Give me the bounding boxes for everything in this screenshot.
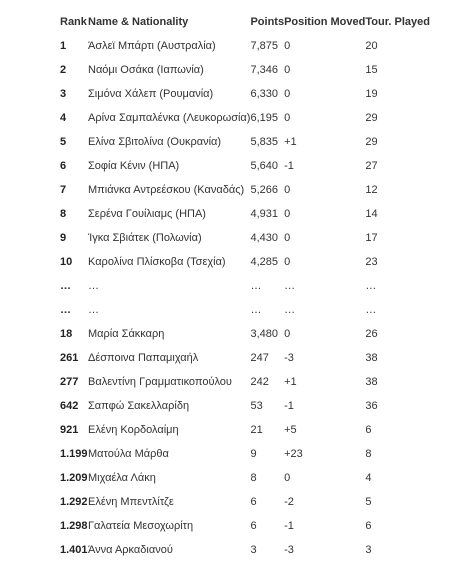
- cell-rank: 7: [60, 184, 67, 196]
- cell-name: Σερένα Γουίλιαμς (ΗΠΑ): [88, 208, 206, 220]
- cell-rank: 1.298: [60, 520, 88, 532]
- cell-moved: 0: [284, 472, 291, 484]
- cell-points: 5,640: [250, 160, 278, 172]
- header-tour: Tour. Played: [365, 16, 430, 28]
- cell-points: 4,430: [250, 232, 278, 244]
- cell-moved: +1: [284, 376, 297, 388]
- cell-rank: 1.199: [60, 448, 88, 460]
- cell-moved: -2: [284, 496, 294, 508]
- cell-tour: 8: [365, 448, 372, 460]
- cell-moved: 0: [284, 232, 291, 244]
- rankings-table: [60, 10, 445, 562]
- cell-name: Ναόμι Οσάκα (Ιαπωνία): [88, 64, 204, 76]
- cell-points: 5,266: [250, 184, 278, 196]
- cell-points: 6: [250, 496, 257, 508]
- cell-rank: 3: [60, 88, 67, 100]
- table-row: [60, 370, 445, 394]
- cell-moved: 0: [284, 112, 291, 124]
- cell-moved: 0: [284, 40, 291, 52]
- header-name: Name & Nationality: [88, 16, 189, 28]
- cell-points: 53: [250, 400, 263, 412]
- cell-name: Μαρία Σάκκαρη: [88, 328, 165, 340]
- cell-name: Σαπφώ Σακελλαρίδη: [88, 400, 190, 412]
- table-row: [60, 82, 445, 106]
- cell-rank: 277: [60, 376, 79, 388]
- cell-name: Ματούλα Μάρθα: [88, 448, 169, 460]
- cell-moved: -3: [284, 544, 294, 556]
- cell-name: Ελένη Κορδολαίμη: [88, 424, 179, 436]
- cell-rank: 9: [60, 232, 67, 244]
- cell-name: Αρίνα Σαμπαλένκα (Λευκορωσία): [88, 112, 251, 124]
- table-row: [60, 34, 445, 58]
- cell-tour: 15: [365, 64, 378, 76]
- cell-moved: -1: [284, 160, 294, 172]
- table-row: [60, 58, 445, 82]
- cell-moved: -1: [284, 520, 294, 532]
- cell-points: 4,931: [250, 208, 278, 220]
- cell-points: 5,835: [250, 136, 278, 148]
- cell-tour: 12: [365, 184, 378, 196]
- cell-rank: 1.209: [60, 472, 88, 484]
- table-row: [60, 346, 445, 370]
- table-row: [60, 322, 445, 346]
- cell-points: 7,346: [250, 64, 278, 76]
- table-row: [60, 394, 445, 418]
- cell-tour: 27: [365, 160, 378, 172]
- cell-name: Άννα Αρκαδιανού: [88, 544, 173, 556]
- cell-name: Άσλεϊ Μπάρτι (Αυστραλία): [88, 40, 216, 52]
- cell-moved: …: [284, 280, 296, 292]
- table-row: [60, 538, 445, 562]
- cell-name: Σιμόνα Χάλεπ (Ρουμανία): [88, 88, 214, 100]
- cell-tour: 38: [365, 352, 378, 364]
- cell-rank: 2: [60, 64, 67, 76]
- cell-moved: -3: [284, 352, 294, 364]
- cell-points: 6: [250, 520, 257, 532]
- cell-tour: …: [365, 304, 377, 316]
- cell-points: 4,285: [250, 256, 278, 268]
- cell-tour: 23: [365, 256, 378, 268]
- cell-moved: 0: [284, 64, 291, 76]
- cell-name: Σοφία Κένιν (ΗΠΑ): [88, 160, 180, 172]
- cell-rank: 6: [60, 160, 67, 172]
- cell-points: 3: [250, 544, 257, 556]
- table-row: [60, 466, 445, 490]
- cell-points: 9: [250, 448, 257, 460]
- cell-rank: 8: [60, 208, 67, 220]
- cell-rank: 5: [60, 136, 67, 148]
- cell-points: 3,480: [250, 328, 278, 340]
- table-row: [60, 514, 445, 538]
- table-row: [60, 178, 445, 202]
- cell-tour: 20: [365, 40, 378, 52]
- cell-tour: …: [365, 280, 377, 292]
- cell-points: 6,195: [250, 112, 278, 124]
- cell-rank: 1.401: [60, 544, 88, 556]
- cell-name: …: [88, 280, 99, 292]
- table-row: [60, 226, 445, 250]
- cell-tour: 14: [365, 208, 378, 220]
- cell-name: Μιχαέλα Λάκη: [88, 472, 156, 484]
- cell-tour: 29: [365, 136, 378, 148]
- cell-moved: 0: [284, 184, 291, 196]
- cell-name: Ελίνα Σβιτολίνα (Ουκρανία): [88, 136, 222, 148]
- cell-rank: 921: [60, 424, 79, 436]
- cell-points: 242: [250, 376, 269, 388]
- cell-name: Δέσποινα Παπαμιχαήλ: [88, 352, 199, 364]
- cell-moved: -1: [284, 400, 294, 412]
- cell-points: 7,875: [250, 40, 278, 52]
- cell-moved: 0: [284, 256, 291, 268]
- cell-moved: +23: [284, 448, 303, 460]
- table-row: [60, 298, 445, 322]
- cell-moved: 0: [284, 328, 291, 340]
- cell-points: 8: [250, 472, 257, 484]
- cell-moved: +1: [284, 136, 297, 148]
- cell-points: …: [250, 304, 262, 316]
- cell-name: Μπιάνκα Αντρεέσκου (Καναδάς): [88, 184, 245, 196]
- cell-rank: 261: [60, 352, 79, 364]
- rankings-body: [60, 34, 445, 562]
- cell-name: Καρολίνα Πλίσκοβα (Τσεχία): [88, 256, 226, 268]
- cell-rank: 10: [60, 256, 73, 268]
- cell-rank: …: [60, 304, 71, 316]
- cell-tour: 3: [365, 544, 372, 556]
- cell-moved: …: [284, 304, 296, 316]
- cell-rank: 642: [60, 400, 79, 412]
- cell-tour: 26: [365, 328, 378, 340]
- cell-points: 247: [250, 352, 269, 364]
- header-moved: Position Moved: [284, 16, 366, 28]
- cell-tour: 4: [365, 472, 372, 484]
- header-row: [60, 10, 445, 34]
- cell-name: Βαλεντίνη Γραμματικοπούλου: [88, 376, 232, 388]
- table-row: [60, 418, 445, 442]
- table-row: [60, 490, 445, 514]
- cell-name: …: [88, 304, 99, 316]
- cell-tour: 19: [365, 88, 378, 100]
- cell-moved: 0: [284, 208, 291, 220]
- cell-tour: 36: [365, 400, 378, 412]
- table-row: [60, 130, 445, 154]
- cell-tour: 6: [365, 424, 372, 436]
- header-rank: Rank: [60, 16, 87, 28]
- table-row: [60, 250, 445, 274]
- cell-tour: 38: [365, 376, 378, 388]
- cell-tour: 17: [365, 232, 378, 244]
- cell-moved: 0: [284, 88, 291, 100]
- cell-tour: 6: [365, 520, 372, 532]
- header-points: Points: [250, 16, 285, 28]
- cell-moved: +5: [284, 424, 297, 436]
- table-row: [60, 154, 445, 178]
- table-row: [60, 442, 445, 466]
- cell-rank: 18: [60, 328, 73, 340]
- cell-name: Ελένη Μπεντλίτζε: [88, 496, 174, 508]
- cell-rank: …: [60, 280, 71, 292]
- cell-points: 21: [250, 424, 263, 436]
- table-row: [60, 106, 445, 130]
- cell-rank: 4: [60, 112, 67, 124]
- cell-name: Ίγκα Σβιάτεκ (Πολωνία): [88, 232, 202, 244]
- cell-tour: 29: [365, 112, 378, 124]
- cell-points: …: [250, 280, 262, 292]
- cell-name: Γαλατεία Μεσοχωρίτη: [88, 520, 194, 532]
- cell-tour: 5: [365, 496, 372, 508]
- cell-points: 6,330: [250, 88, 278, 100]
- cell-rank: 1: [60, 40, 67, 52]
- table-row: [60, 202, 445, 226]
- table-row: [60, 274, 445, 298]
- cell-rank: 1.292: [60, 496, 88, 508]
